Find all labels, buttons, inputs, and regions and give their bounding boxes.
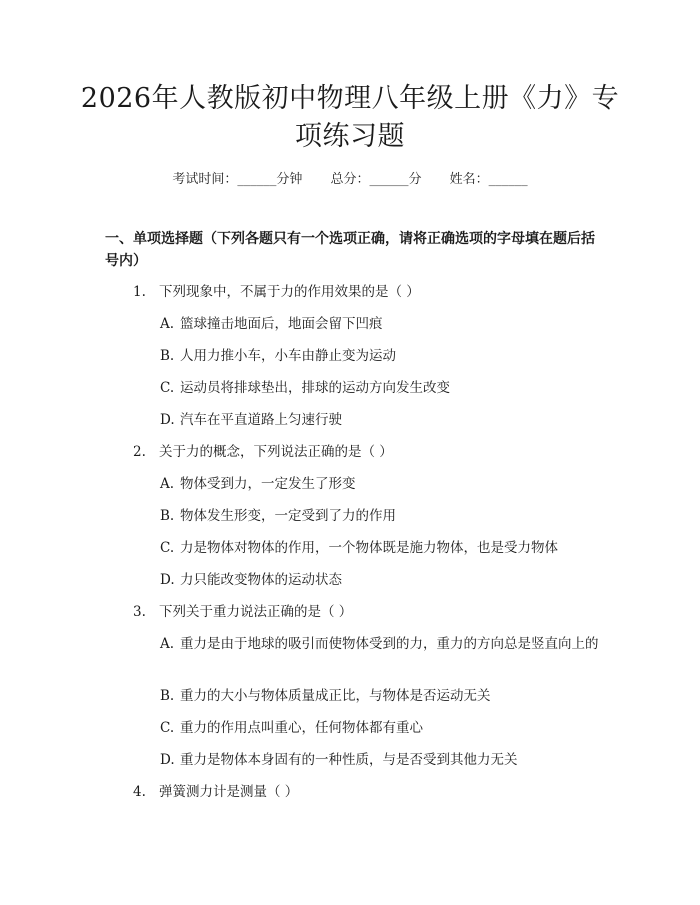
- option-letter: B.: [160, 348, 175, 364]
- option-letter: A.: [160, 476, 175, 492]
- exam-meta: [0, 168, 700, 187]
- question-number: 3.: [133, 604, 146, 620]
- question-number: 2.: [133, 444, 146, 460]
- section-heading: 一、单项选择题（下列各题只有一个选项正确，请将正确选项的字母填在题后括号内）: [105, 231, 595, 269]
- exam-time-label: 考试时间：______分钟: [172, 172, 303, 187]
- option-3a: [105, 630, 600, 658]
- option-letter: C.: [160, 720, 175, 736]
- option-text: 重力是由于地球的吸引而使物体受到的力，重力的方向总是竖直向上的: [180, 636, 599, 652]
- option-text: 物体受到力，一定发生了形变: [180, 476, 356, 492]
- question-3: [133, 602, 352, 622]
- option-letter: A.: [160, 636, 175, 652]
- option-letter: D.: [160, 572, 175, 588]
- option-1c: [160, 378, 450, 398]
- question-4: [133, 782, 298, 802]
- option-text: 汽车在平直道路上匀速行驶: [180, 412, 342, 428]
- option-text: 重力的作用点叫重心，任何物体都有重心: [180, 720, 423, 736]
- option-letter: A.: [160, 316, 175, 332]
- question-text: 下列现象中，不属于力的作用效果的是（ ）: [159, 284, 420, 300]
- option-2c: [160, 538, 558, 558]
- option-2b: [160, 506, 396, 526]
- question-text: 关于力的概念，下列说法正确的是（ ）: [159, 444, 393, 460]
- option-text: 篮球撞击地面后，地面会留下凹痕: [180, 316, 383, 332]
- option-text: 运动员将排球垫出，排球的运动方向发生改变: [180, 380, 450, 396]
- option-letter: C.: [160, 540, 175, 556]
- question-text: 下列关于重力说法正确的是（ ）: [159, 604, 353, 620]
- option-2a: [160, 474, 356, 494]
- option-letter: C.: [160, 380, 175, 396]
- total-score-label: 总分：______分: [330, 172, 422, 187]
- question-number: 1.: [133, 284, 146, 300]
- option-text: 物体发生形变，一定受到了力的作用: [180, 508, 396, 524]
- option-2d: [160, 570, 342, 590]
- option-text: 力是物体对物体的作用，一个物体既是施力物体，也是受力物体: [180, 540, 558, 556]
- option-letter: B.: [160, 688, 175, 704]
- option-1a: [160, 314, 383, 334]
- page-title: 2026年人教版初中物理八年级上册《力》专项练习题: [80, 83, 620, 152]
- student-name-label: 姓名：______: [449, 172, 528, 187]
- option-3b: [160, 686, 491, 706]
- option-text: 重力的大小与物体质量成正比，与物体是否运动无关: [180, 688, 491, 704]
- question-1: [133, 282, 420, 302]
- question-text: 弹簧测力计是测量（ ）: [159, 784, 299, 800]
- option-1d: [160, 410, 342, 430]
- option-3d: [160, 750, 518, 770]
- option-text: 力只能改变物体的运动状态: [180, 572, 342, 588]
- option-text: 重力是物体本身固有的一种性质，与是否受到其他力无关: [180, 752, 518, 768]
- option-letter: B.: [160, 508, 175, 524]
- question-number: 4.: [133, 784, 146, 800]
- option-text: 人用力推小车，小车由静止变为运动: [180, 348, 396, 364]
- option-1b: [160, 346, 396, 366]
- question-2: [133, 442, 393, 462]
- option-3c: [160, 718, 423, 738]
- option-letter: D.: [160, 412, 175, 428]
- option-letter: D.: [160, 752, 175, 768]
